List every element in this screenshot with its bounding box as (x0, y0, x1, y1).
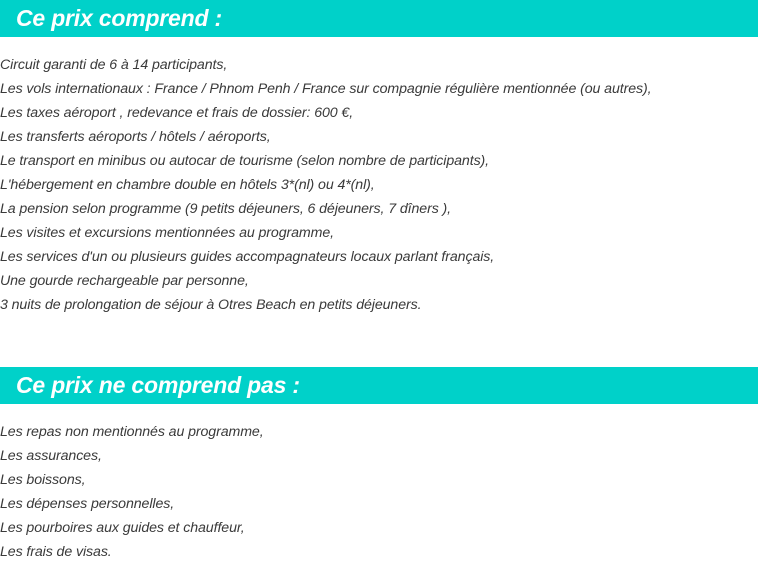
includes-item: Les taxes aéroport , redevance et frais de dossier: 600 €, (0, 105, 354, 121)
includes-item: La pension selon programme (9 petits déjeuners, 6 déjeuners, 7 dîners ), (0, 201, 452, 217)
excludes-item: Les frais de visas. (0, 544, 112, 560)
includes-list (0, 53, 651, 317)
includes-item: Les services d'un ou plusieurs guides accompagnateurs locaux parlant français, (0, 249, 495, 265)
includes-item: Circuit garanti de 6 à 14 participants, (0, 57, 228, 73)
includes-item: Les transferts aéroports / hôtels / aéroports, (0, 129, 271, 145)
includes-item: 3 nuits de prolongation de séjour à Otres Beach en petits déjeuners. (0, 297, 422, 313)
includes-item: L'hébergement en chambre double en hôtels 3*(nl) ou 4*(nl), (0, 177, 375, 193)
includes-item: Une gourde rechargeable par personne, (0, 273, 249, 289)
includes-title: Ce prix comprend : (16, 5, 222, 31)
excludes-item: Les assurances, (0, 448, 102, 464)
excludes-section-header (0, 367, 758, 404)
includes-item: Les vols internationaux : France / Phnom Penh / France sur compagnie régulière mentionnée (ou autres), (0, 81, 652, 97)
includes-item: Le transport en minibus ou autocar de tourisme (selon nombre de participants), (0, 153, 490, 169)
includes-section-header (0, 0, 758, 37)
excludes-item: Les pourboires aux guides et chauffeur, (0, 520, 245, 536)
excludes-list (0, 420, 264, 564)
excludes-item: Les boissons, (0, 472, 86, 488)
excludes-title: Ce prix ne comprend pas : (16, 372, 300, 398)
excludes-item: Les repas non mentionnés au programme, (0, 424, 264, 440)
includes-item: Les visites et excursions mentionnées au programme, (0, 225, 334, 241)
excludes-item: Les dépenses personnelles, (0, 496, 175, 512)
